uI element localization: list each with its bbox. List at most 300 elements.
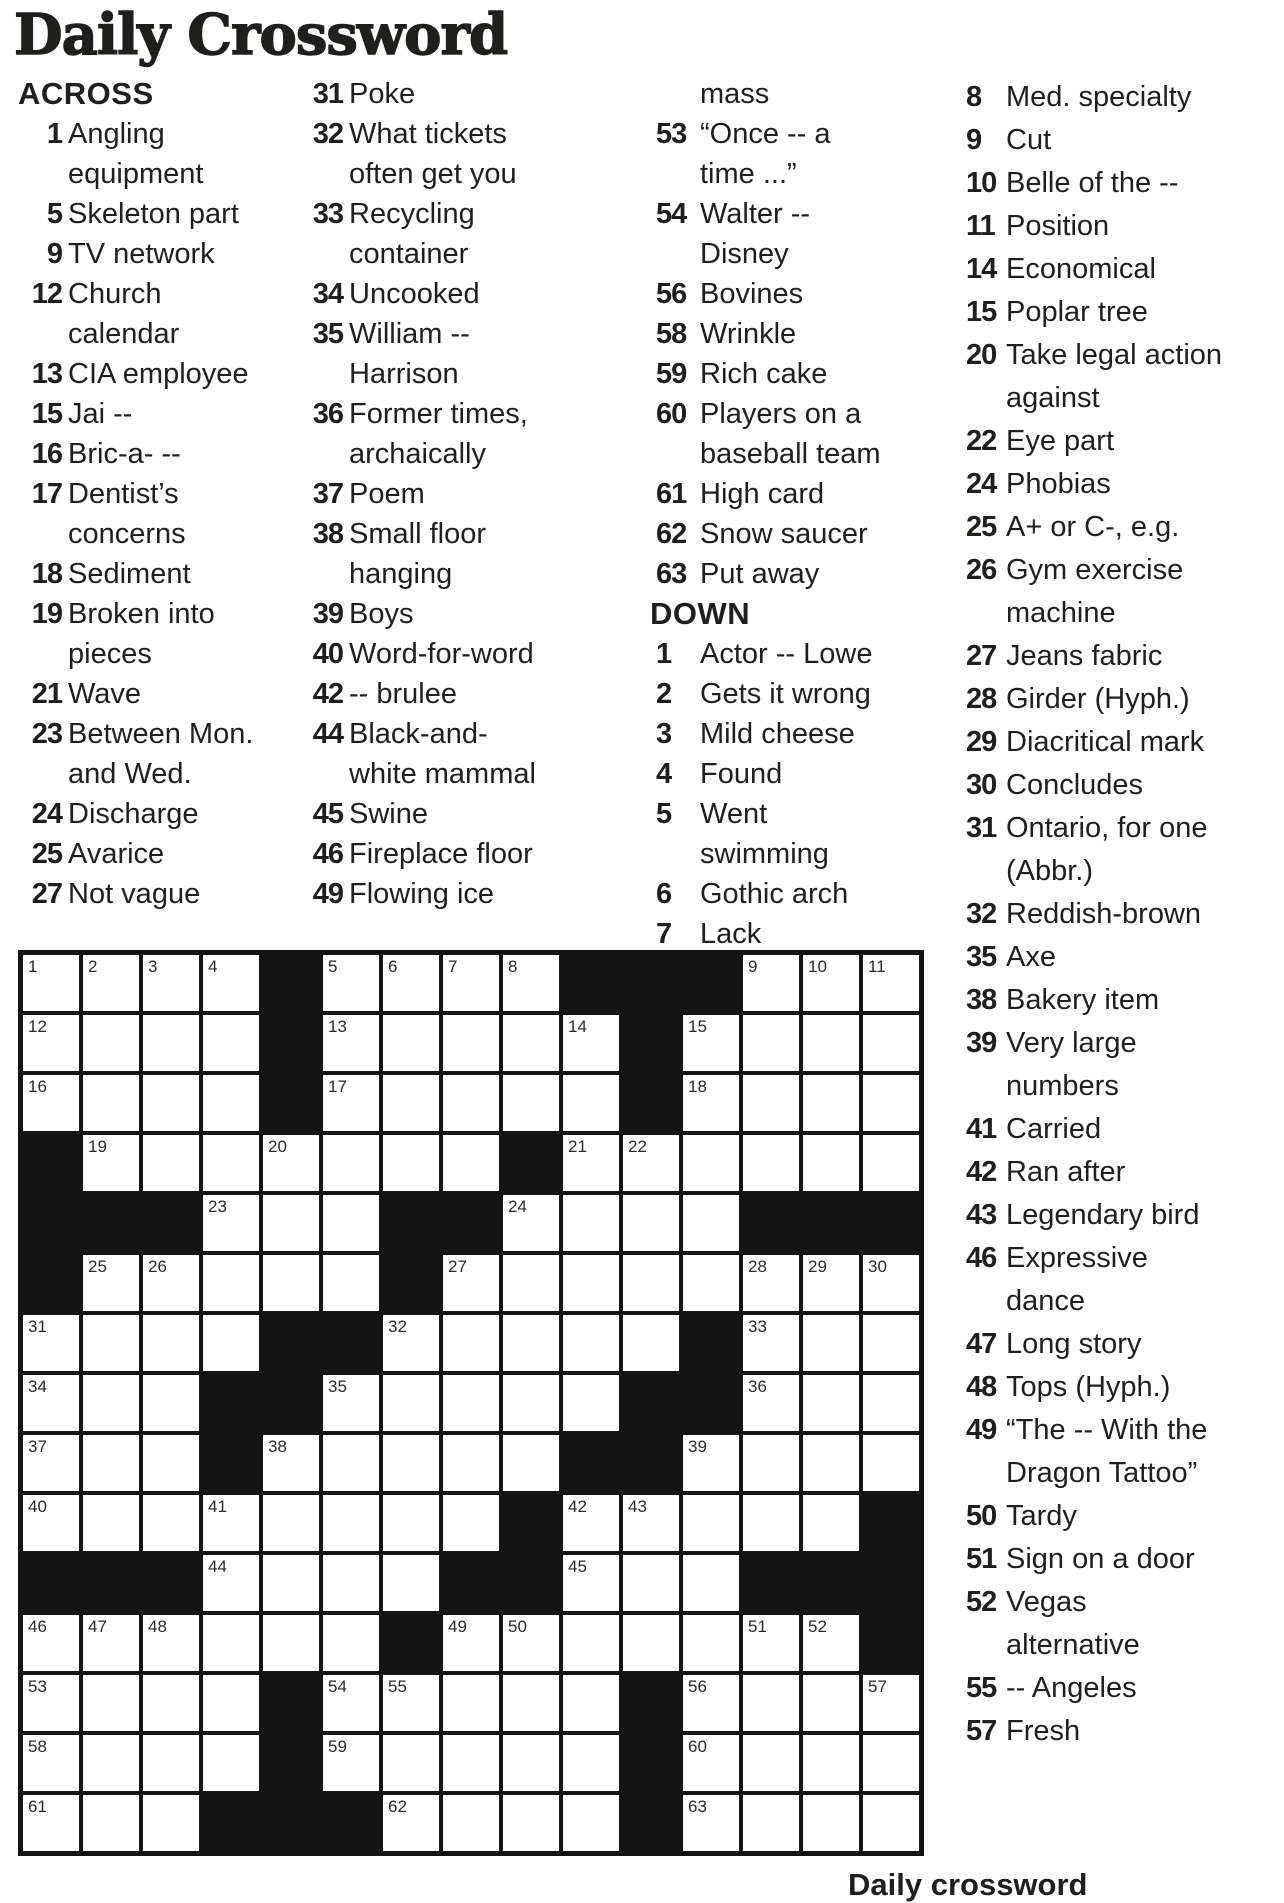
grid-cell[interactable]: [323, 1195, 379, 1251]
grid-cell[interactable]: [23, 1375, 79, 1431]
grid-cell[interactable]: [863, 1435, 919, 1491]
grid-cell[interactable]: [23, 1495, 79, 1551]
grid-cell[interactable]: [503, 1375, 559, 1431]
cell-number: 4: [208, 957, 218, 976]
grid-cell[interactable]: [383, 1795, 439, 1851]
grid-cell[interactable]: [263, 1435, 319, 1491]
grid-cell[interactable]: [803, 1375, 859, 1431]
grid-cell[interactable]: [683, 1135, 739, 1191]
clue-across-25[interactable]: [18, 834, 254, 874]
grid-cell[interactable]: [503, 1075, 559, 1131]
grid-cell[interactable]: [863, 1675, 919, 1731]
grid-cell[interactable]: [383, 1075, 439, 1131]
grid-cell[interactable]: [563, 1615, 619, 1671]
grid-cell[interactable]: [83, 1495, 139, 1551]
clue-down-43[interactable]: [958, 1194, 1228, 1237]
clue-text: Wave: [68, 678, 142, 710]
grid-cell[interactable]: [83, 1675, 139, 1731]
clue-down-42[interactable]: [958, 1151, 1228, 1194]
clue-across-54[interactable]: [650, 194, 892, 274]
grid-cell[interactable]: [743, 1675, 799, 1731]
clue-across-35[interactable]: [283, 314, 551, 394]
grid-cell[interactable]: [863, 1735, 919, 1791]
grid-cell[interactable]: [683, 1435, 739, 1491]
grid-cell[interactable]: [83, 1735, 139, 1791]
clue-across-45[interactable]: [283, 794, 551, 834]
grid-cell[interactable]: [443, 1495, 499, 1551]
grid-cell[interactable]: [143, 1135, 199, 1191]
grid-cell[interactable]: [563, 1015, 619, 1071]
grid-cell[interactable]: [803, 1615, 859, 1671]
clue-down-41[interactable]: [958, 1108, 1228, 1151]
clue-down-30[interactable]: [958, 764, 1228, 807]
grid-cell[interactable]: [623, 1255, 679, 1311]
clue-across-23[interactable]: [18, 714, 254, 794]
grid-cell[interactable]: [683, 1255, 739, 1311]
grid-cell[interactable]: [683, 1735, 739, 1791]
clue-across-62[interactable]: [650, 514, 892, 554]
grid-cell[interactable]: [503, 1015, 559, 1071]
clue-across-34[interactable]: [283, 274, 551, 314]
clue-across-61[interactable]: [650, 474, 892, 514]
clue-across-38[interactable]: [283, 514, 551, 594]
grid-cell[interactable]: [443, 1795, 499, 1851]
clue-down-51[interactable]: [958, 1538, 1228, 1581]
clue-down-50[interactable]: [958, 1495, 1228, 1538]
grid-cell[interactable]: [203, 1075, 259, 1131]
grid-cell[interactable]: [23, 1075, 79, 1131]
grid-cell[interactable]: [803, 1135, 859, 1191]
clue-number: 32: [312, 118, 343, 150]
grid-cell[interactable]: [23, 1435, 79, 1491]
clue-across-44[interactable]: [283, 714, 551, 794]
grid-cell[interactable]: [863, 1795, 919, 1851]
grid-cell[interactable]: [143, 1735, 199, 1791]
grid-cell[interactable]: [23, 1015, 79, 1071]
clue-across-36[interactable]: [283, 394, 551, 474]
grid-cell[interactable]: [443, 1315, 499, 1371]
clue-down-9[interactable]: [958, 119, 1228, 162]
grid-cell[interactable]: [563, 1495, 619, 1551]
grid-cell[interactable]: [83, 1795, 139, 1851]
grid-cell[interactable]: [323, 1495, 379, 1551]
grid-cell[interactable]: [143, 1315, 199, 1371]
grid-cell[interactable]: [863, 955, 919, 1011]
grid-cell[interactable]: [323, 1135, 379, 1191]
clue-across-46[interactable]: [283, 834, 551, 874]
grid-cell[interactable]: [503, 1615, 559, 1671]
clue-across-58[interactable]: [650, 314, 892, 354]
clue-number: 48: [966, 1371, 997, 1403]
clue-down-35[interactable]: [958, 936, 1228, 979]
grid-cell[interactable]: [23, 1675, 79, 1731]
clue-across-42[interactable]: [283, 674, 551, 714]
grid-cell[interactable]: [803, 1435, 859, 1491]
clue-number: 24: [966, 468, 997, 500]
grid-cell[interactable]: [143, 1495, 199, 1551]
grid-cell[interactable]: [203, 955, 259, 1011]
grid-cell[interactable]: [323, 955, 379, 1011]
clue-down-1[interactable]: [650, 634, 892, 674]
grid-cell[interactable]: [143, 1435, 199, 1491]
clue-number: 45: [312, 798, 343, 830]
grid-cell[interactable]: [503, 1315, 559, 1371]
grid-cell[interactable]: [863, 1075, 919, 1131]
grid-cell[interactable]: [683, 1795, 739, 1851]
grid-cell[interactable]: [803, 1795, 859, 1851]
grid-cell[interactable]: [743, 1495, 799, 1551]
grid-cell[interactable]: [563, 1375, 619, 1431]
clue-across-56[interactable]: [650, 274, 892, 314]
clue-across-15[interactable]: [18, 394, 254, 434]
clue-down-47[interactable]: [958, 1323, 1228, 1366]
clue-down-5[interactable]: [650, 794, 892, 874]
clue-across-53[interactable]: [650, 114, 892, 194]
clue-across-19[interactable]: [18, 594, 254, 674]
clue-text: Put away: [700, 558, 820, 590]
grid-cell[interactable]: [383, 1015, 439, 1071]
clue-across-40[interactable]: [283, 634, 551, 674]
grid-cell[interactable]: [863, 1015, 919, 1071]
grid-cell[interactable]: [563, 1555, 619, 1611]
grid-cell[interactable]: [803, 1675, 859, 1731]
grid-cell[interactable]: [563, 1135, 619, 1191]
grid-cell[interactable]: [683, 1675, 739, 1731]
grid-cell[interactable]: [203, 1255, 259, 1311]
grid-cell[interactable]: [563, 1195, 619, 1251]
grid-cell[interactable]: [623, 1555, 679, 1611]
clue-number: 44: [312, 718, 343, 750]
clue-text: Broken into pieces: [68, 598, 215, 670]
clue-text: Poplar tree: [1006, 296, 1148, 328]
clue-down-27[interactable]: [958, 635, 1228, 678]
clue-text: Boys: [349, 598, 414, 630]
cell-number: 3: [148, 957, 158, 976]
clue-across-32[interactable]: [283, 114, 551, 194]
grid-cell[interactable]: [83, 1375, 139, 1431]
grid-cell[interactable]: [743, 955, 799, 1011]
clue-number: 30: [966, 769, 997, 801]
clue-number: 59: [656, 358, 687, 390]
cell-number: 59: [328, 1737, 347, 1756]
grid-cell[interactable]: [383, 1555, 439, 1611]
clue-text: Jeans fabric: [1006, 640, 1163, 672]
grid-cell[interactable]: [143, 1075, 199, 1131]
grid-cell[interactable]: [203, 1135, 259, 1191]
grid-cell[interactable]: [263, 1195, 319, 1251]
grid-cell[interactable]: [23, 955, 79, 1011]
clue-across-37[interactable]: [283, 474, 551, 514]
grid-cell[interactable]: [203, 1315, 259, 1371]
grid-cell[interactable]: [83, 1015, 139, 1071]
clue-text: William -- Harrison: [349, 318, 470, 390]
clue-down-48[interactable]: [958, 1366, 1228, 1409]
grid-cell[interactable]: [83, 1315, 139, 1371]
grid-cell[interactable]: [743, 1375, 799, 1431]
clue-down-6[interactable]: [650, 874, 892, 914]
grid-black-cell: [863, 1195, 919, 1251]
clue-down-49[interactable]: [958, 1409, 1228, 1495]
grid-cell[interactable]: [803, 1255, 859, 1311]
clue-text: Mild cheese: [700, 718, 855, 750]
grid-cell[interactable]: [743, 1435, 799, 1491]
clue-down-57[interactable]: [958, 1710, 1228, 1753]
grid-black-cell: [83, 1195, 139, 1251]
grid-black-cell: [263, 1735, 319, 1791]
clue-across-18[interactable]: [18, 554, 254, 594]
grid-cell[interactable]: [23, 1735, 79, 1791]
grid-cell[interactable]: [83, 1435, 139, 1491]
clue-down-25[interactable]: [958, 506, 1228, 549]
clue-down-2[interactable]: [650, 674, 892, 714]
clue-down-31[interactable]: [958, 807, 1228, 893]
grid-cell[interactable]: [203, 1615, 259, 1671]
grid-cell[interactable]: [563, 1795, 619, 1851]
grid-cell[interactable]: [83, 1255, 139, 1311]
clue-text: Not vague: [68, 878, 201, 910]
clue-text: Uncooked: [349, 278, 480, 310]
grid-cell[interactable]: [563, 1315, 619, 1371]
clue-across-13[interactable]: [18, 354, 254, 394]
grid-black-cell: [863, 1555, 919, 1611]
grid-cell[interactable]: [503, 1795, 559, 1851]
grid-cell[interactable]: [623, 1315, 679, 1371]
grid-cell[interactable]: [83, 1135, 139, 1191]
cell-number: 17: [328, 1077, 347, 1096]
grid-cell[interactable]: [743, 1615, 799, 1671]
grid-cell[interactable]: [203, 1495, 259, 1551]
grid-cell[interactable]: [203, 1735, 259, 1791]
grid-cell[interactable]: [743, 1255, 799, 1311]
clue-across-63[interactable]: [650, 554, 892, 594]
clue-down-3[interactable]: [650, 714, 892, 754]
grid-cell[interactable]: [743, 1135, 799, 1191]
grid-cell[interactable]: [143, 1675, 199, 1731]
clue-down-15[interactable]: [958, 291, 1228, 334]
grid-cell[interactable]: [743, 1015, 799, 1071]
grid-cell[interactable]: [683, 1195, 739, 1251]
grid-cell[interactable]: [83, 1075, 139, 1131]
clue-down-20[interactable]: [958, 334, 1228, 420]
grid-cell[interactable]: [803, 1015, 859, 1071]
grid-cell[interactable]: [383, 1375, 439, 1431]
clue-text: Bovines: [700, 278, 804, 310]
cell-number: 44: [208, 1557, 227, 1576]
grid-cell[interactable]: [683, 1555, 739, 1611]
grid-cell[interactable]: [563, 1075, 619, 1131]
grid-cell[interactable]: [383, 1675, 439, 1731]
grid-cell[interactable]: [743, 1315, 799, 1371]
grid-cell[interactable]: [443, 1615, 499, 1671]
clue-down-39[interactable]: [958, 1022, 1228, 1108]
grid-cell[interactable]: [683, 1495, 739, 1551]
grid-cell[interactable]: [263, 1255, 319, 1311]
grid-cell[interactable]: [683, 1615, 739, 1671]
grid-cell[interactable]: [803, 1495, 859, 1551]
grid-cell[interactable]: [383, 1435, 439, 1491]
clue-down-38[interactable]: [958, 979, 1228, 1022]
grid-black-cell: [143, 1555, 199, 1611]
clue-text: Vegas alternative: [1006, 1586, 1140, 1661]
grid-cell[interactable]: [863, 1315, 919, 1371]
grid-cell[interactable]: [443, 1675, 499, 1731]
grid-cell[interactable]: [443, 1015, 499, 1071]
grid-cell[interactable]: [503, 955, 559, 1011]
grid-cell[interactable]: [383, 1735, 439, 1791]
clue-number: 35: [312, 318, 343, 350]
grid-cell[interactable]: [863, 1375, 919, 1431]
cell-number: 9: [748, 957, 758, 976]
clue-down-28[interactable]: [958, 678, 1228, 721]
clue-number: 50: [966, 1500, 997, 1532]
grid-cell[interactable]: [443, 1375, 499, 1431]
clue-down-14[interactable]: [958, 248, 1228, 291]
grid-cell[interactable]: [743, 1795, 799, 1851]
clue-across-1[interactable]: [18, 114, 254, 194]
grid-cell[interactable]: [323, 1255, 379, 1311]
grid-cell[interactable]: [743, 1735, 799, 1791]
grid-cell[interactable]: [383, 1135, 439, 1191]
bottom-caption: Daily crossword: [848, 1867, 1088, 1902]
clue-across-60[interactable]: [650, 394, 892, 474]
grid-cell[interactable]: [863, 1255, 919, 1311]
grid-cell[interactable]: [203, 1195, 259, 1251]
clue-across-33[interactable]: [283, 194, 551, 274]
clue-down-10[interactable]: [958, 162, 1228, 205]
clue-across-49[interactable]: [283, 874, 551, 914]
grid-cell[interactable]: [203, 1675, 259, 1731]
clue-across-24[interactable]: [18, 794, 254, 834]
clue-down-46[interactable]: [958, 1237, 1228, 1323]
grid-cell[interactable]: [503, 1195, 559, 1251]
grid-cell[interactable]: [623, 1495, 679, 1551]
clue-down-52[interactable]: [958, 1581, 1228, 1667]
grid-cell[interactable]: [803, 1315, 859, 1371]
clue-down-7[interactable]: [650, 914, 892, 954]
grid-cell[interactable]: [683, 1015, 739, 1071]
grid-cell[interactable]: [203, 1015, 259, 1071]
clue-text: Poke: [349, 78, 416, 110]
grid-cell[interactable]: [323, 1555, 379, 1611]
grid-cell[interactable]: [443, 1075, 499, 1131]
clue-down-24[interactable]: [958, 463, 1228, 506]
grid-cell[interactable]: [143, 955, 199, 1011]
grid-cell[interactable]: [323, 1075, 379, 1131]
clue-down-32[interactable]: [958, 893, 1228, 936]
grid-cell[interactable]: [203, 1555, 259, 1611]
grid-black-cell: [743, 1555, 799, 1611]
grid-cell[interactable]: [323, 1615, 379, 1671]
clue-down-55[interactable]: [958, 1667, 1228, 1710]
clue-down-4[interactable]: [650, 754, 892, 794]
grid-cell[interactable]: [443, 1435, 499, 1491]
clue-number: 8: [966, 81, 982, 113]
grid-cell[interactable]: [803, 1735, 859, 1791]
grid-cell[interactable]: [143, 1615, 199, 1671]
grid-cell[interactable]: [803, 955, 859, 1011]
grid-cell[interactable]: [623, 1195, 679, 1251]
clue-across-16[interactable]: [18, 434, 254, 474]
grid-cell[interactable]: [563, 1735, 619, 1791]
clue-down-26[interactable]: [958, 549, 1228, 635]
grid-cell[interactable]: [323, 1435, 379, 1491]
grid-cell[interactable]: [323, 1015, 379, 1071]
clue-text: Walter -- Disney: [700, 198, 811, 270]
grid-cell[interactable]: [443, 1135, 499, 1191]
grid-cell[interactable]: [23, 1795, 79, 1851]
grid-cell[interactable]: [263, 1555, 319, 1611]
grid-cell[interactable]: [263, 1135, 319, 1191]
clue-down-8[interactable]: [958, 76, 1228, 119]
grid-cell[interactable]: [623, 1135, 679, 1191]
grid-cell[interactable]: [503, 1435, 559, 1491]
grid-cell[interactable]: [863, 1135, 919, 1191]
grid-cell[interactable]: [683, 1075, 739, 1131]
clue-column-1: [18, 74, 254, 914]
clue-across-27[interactable]: [18, 874, 254, 914]
grid-cell[interactable]: [443, 1735, 499, 1791]
clue-number: 14: [966, 253, 997, 285]
grid-cell[interactable]: [23, 1615, 79, 1671]
grid-cell[interactable]: [83, 955, 139, 1011]
grid-cell[interactable]: [383, 1315, 439, 1371]
grid-cell[interactable]: [383, 1495, 439, 1551]
grid-cell[interactable]: [503, 1255, 559, 1311]
grid-cell[interactable]: [143, 1255, 199, 1311]
grid-cell[interactable]: [383, 955, 439, 1011]
grid-cell[interactable]: [623, 1615, 679, 1671]
grid-cell[interactable]: [563, 1675, 619, 1731]
grid-cell[interactable]: [23, 1315, 79, 1371]
clue-text: -- Angeles: [1006, 1672, 1137, 1704]
grid-cell[interactable]: [563, 1255, 619, 1311]
clue-across-39[interactable]: [283, 594, 551, 634]
clue-text: Take legal action against: [1006, 339, 1223, 414]
cell-number: 55: [388, 1677, 407, 1696]
clue-number: 61: [656, 478, 687, 510]
clue-across-31[interactable]: [283, 74, 551, 114]
grid-cell[interactable]: [143, 1015, 199, 1071]
grid-cell[interactable]: [803, 1075, 859, 1131]
grid-cell[interactable]: [743, 1075, 799, 1131]
clue-across-59[interactable]: [650, 354, 892, 394]
grid-cell[interactable]: [323, 1735, 379, 1791]
clue-number: 18: [31, 558, 62, 590]
clue-column-3: [650, 74, 892, 954]
clue-down-22[interactable]: [958, 420, 1228, 463]
grid-cell[interactable]: [503, 1675, 559, 1731]
clue-down-11[interactable]: [958, 205, 1228, 248]
grid-cell[interactable]: [263, 1615, 319, 1671]
grid-cell[interactable]: [323, 1375, 379, 1431]
clue-across-17[interactable]: [18, 474, 254, 554]
clue-across-21[interactable]: [18, 674, 254, 714]
grid-cell[interactable]: [263, 1495, 319, 1551]
grid-cell[interactable]: [443, 1255, 499, 1311]
grid-cell[interactable]: [83, 1615, 139, 1671]
grid-cell[interactable]: [323, 1675, 379, 1731]
clue-across-12[interactable]: [18, 274, 254, 354]
grid-cell[interactable]: [143, 1375, 199, 1431]
grid-cell[interactable]: [443, 955, 499, 1011]
grid-cell[interactable]: [503, 1735, 559, 1791]
grid-cell[interactable]: [143, 1795, 199, 1851]
clue-down-29[interactable]: [958, 721, 1228, 764]
clue-across-5[interactable]: [18, 194, 254, 234]
clue-across-9[interactable]: [18, 234, 254, 274]
cell-number: 62: [388, 1797, 407, 1816]
clue-number: 9: [966, 124, 982, 156]
